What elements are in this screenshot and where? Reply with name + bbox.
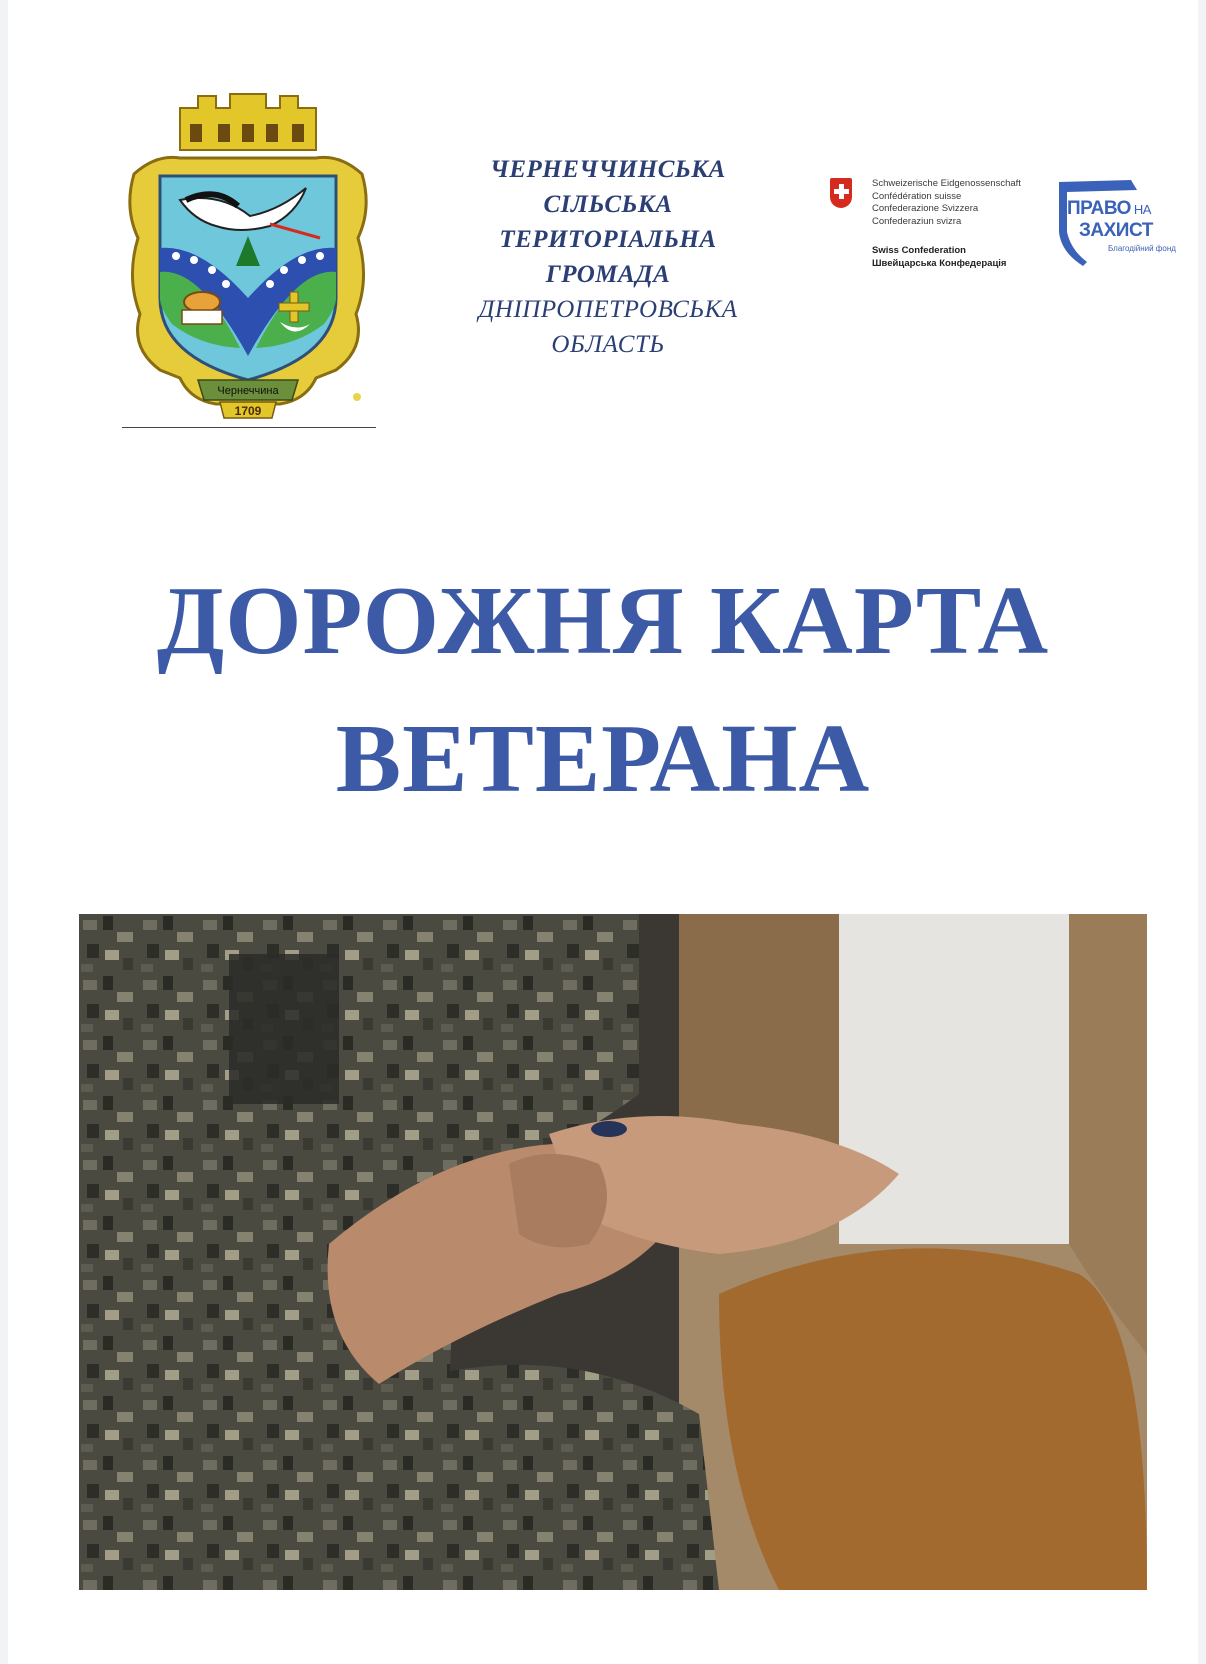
coat-of-arms-emblem [120, 88, 376, 430]
pravo-subtitle: Благодійний фонд [1108, 244, 1176, 253]
coat-underline [122, 427, 376, 428]
swiss-line-3: Confederazione Svizzera [872, 203, 979, 214]
swiss-cross-icon [830, 178, 852, 208]
cover-photo-holding-hands [79, 914, 1147, 1590]
swiss-names-en-ua [872, 244, 1006, 270]
community-line-1: ЧЕРНЕЧЧИНСЬКА [490, 156, 726, 183]
coat-year-text: 1709 [234, 404, 262, 418]
pravo-word-2: ЗАХИСТ [1079, 220, 1153, 241]
bread-icon [182, 292, 222, 324]
swiss-line-6: Швейцарська Конфедерація [872, 258, 1007, 269]
crown-icon [180, 94, 316, 150]
main-title-line-1: ДОРОЖНЯ КАРТА [156, 567, 1050, 675]
pravo-word-na: НА [1133, 202, 1151, 217]
swiss-line-5: Swiss Confederation [872, 245, 966, 256]
swiss-line-4: Confederaziun svizra [872, 215, 962, 227]
community-line-5: ДНІПРОПЕТРОВСЬКА [478, 296, 738, 323]
community-line-3: ТЕРИТОРІАЛЬНА [499, 226, 717, 253]
swiss-line-2: Confédération suisse [872, 190, 962, 202]
main-title-line-2: ВЕТЕРАНА [335, 705, 871, 813]
community-line-6: ОБЛАСТЬ [551, 331, 665, 358]
coat-banner-text: Чернеччина [217, 385, 279, 397]
pravo-na-zakhyst-logo [1053, 176, 1183, 268]
community-line-2: СІЛЬСЬКА [543, 191, 673, 218]
swiss-line-1: Schweizerische Eidgenossenschaft [872, 178, 1021, 189]
document-page [8, 0, 1198, 1664]
community-name-block [438, 152, 778, 362]
pravo-line-1 [1067, 198, 1151, 220]
coat-dot [353, 393, 361, 401]
community-line-4: ГРОМАДА [545, 261, 671, 288]
swiss-names [872, 178, 1021, 228]
pravo-word-1: ПРАВО [1067, 198, 1131, 219]
